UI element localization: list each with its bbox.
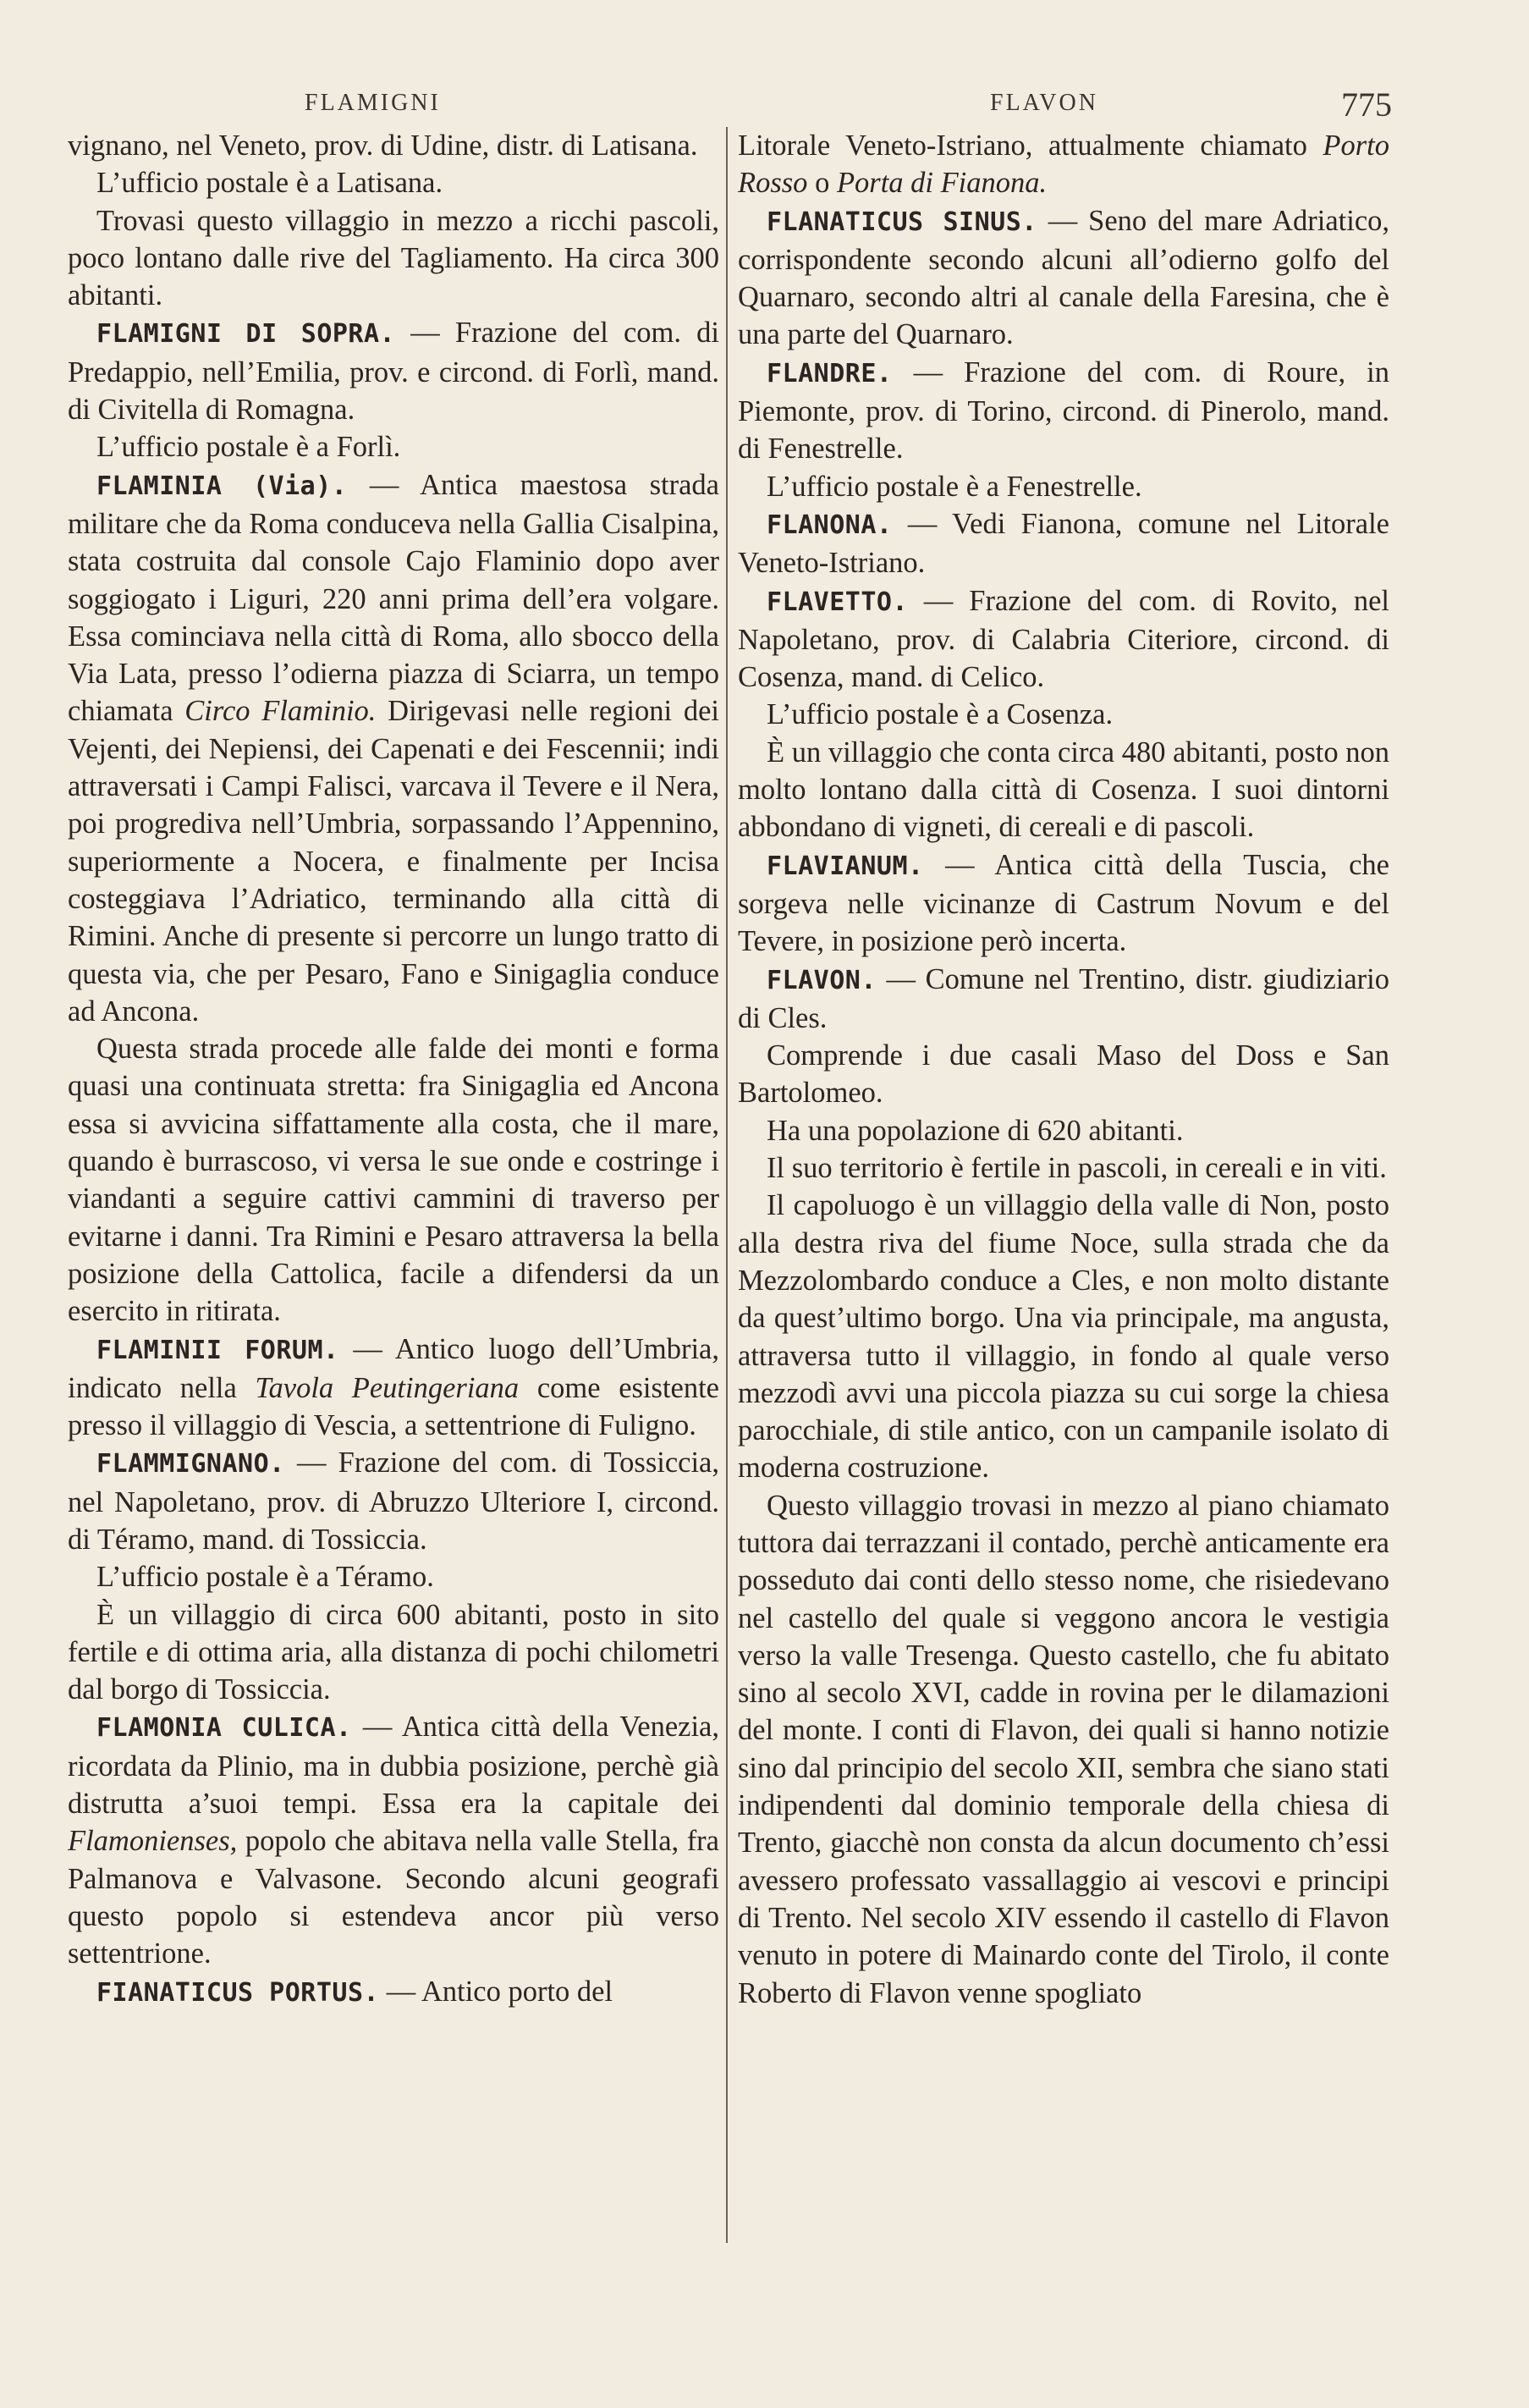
italic-text: Circo Flaminio.	[184, 695, 377, 728]
paragraph	[738, 505, 1389, 582]
body-text: L’ufficio postale è a Forlì.	[96, 431, 401, 464]
entry-headword: FLANDRE.	[767, 358, 893, 388]
entry-headword: FLANATICUS SINUS.	[767, 207, 1037, 237]
paragraph	[738, 1037, 1389, 1112]
page-number: 775	[1341, 85, 1392, 124]
body-text: vignano, nel Veneto, prov. di Udine, distr. di Latisana.	[68, 129, 698, 162]
italic-text: Tavola Peutingeriana	[255, 1371, 520, 1404]
paragraph	[68, 428, 719, 466]
paragraph	[738, 354, 1389, 468]
entry-headword: FLAVIANUM.	[767, 851, 924, 881]
paragraph	[738, 696, 1389, 733]
body-text: È un villaggio che conta circa 480 abitanti, posto non molto lontano dalla città di Cosenza. I suoi dintorni abbondano di vigneti, di cereali e di pascoli.	[738, 736, 1389, 844]
body-text: — Vedi Fianona, comune nel Litorale Veneto-Istriano.	[738, 507, 1389, 580]
entry-headword: FLAMINIA (Via).	[96, 471, 348, 501]
paragraph	[68, 466, 719, 1030]
paragraph	[68, 1973, 719, 2012]
body-text: — Antica maestosa strada militare che da Roma conduceva nella Gallia Cisalpina, stata costruita dal console Cajo Flaminio dopo aver soggiogato i Liguri, 220 anni prima dell’era volgare. Essa cominciava nella città di Roma, allo sbocco della Via Lata, presso l’odierna piazza di Sciarra, un tempo chiamata	[68, 468, 719, 728]
body-text: È un villaggio di circa 600 abitanti, posto in sito fertile e di ottima aria, alla distanza di pochi chilometri dal borgo di Tossiccia.	[68, 1598, 719, 1706]
paragraph	[68, 1596, 719, 1709]
body-text: L’ufficio postale è a Fenestrelle.	[767, 470, 1142, 503]
body-text: popolo che abitava nella valle Stella, fra Palmanova e Valvasone. Secondo alcuni geografi questo popolo si estendeva ancor più verso settentrione.	[68, 1825, 719, 1970]
column-divider	[726, 127, 728, 2243]
paragraph	[738, 1487, 1389, 2012]
entry-headword: FLAMIGNI DI SOPRA.	[96, 319, 396, 350]
body-text: L’ufficio postale è a Téramo.	[96, 1561, 434, 1594]
body-text: o	[807, 167, 837, 200]
italic-text: Porto Rosso	[738, 129, 1389, 200]
paragraph	[738, 127, 1389, 202]
body-text: L’ufficio postale è a Latisana.	[96, 167, 443, 200]
body-text: — Antico luogo dell’Umbria, indicato nella	[68, 1332, 719, 1404]
body-text: — Antica città della Tuscia, che sorgeva nelle vicinanze di Castrum Novum e del Tevere, in posizione però incerta.	[738, 848, 1389, 958]
left-text-column	[68, 127, 719, 2012]
entry-headword: FLAMMIGNANO.	[96, 1449, 285, 1480]
italic-text: Porta di Fianona.	[836, 167, 1048, 200]
paragraph	[68, 1331, 719, 1445]
body-text: Comprende i due casali Maso del Doss e San Bartolomeo.	[738, 1039, 1389, 1110]
entry-headword: FLAVON.	[767, 965, 877, 995]
paragraph	[738, 1149, 1389, 1187]
paragraph	[68, 1030, 719, 1330]
paragraph	[68, 1444, 719, 1558]
body-text: Il suo territorio è fertile in pascoli, in cereali e in viti.	[767, 1152, 1387, 1185]
body-text: Il capoluogo è un villaggio della valle di Non, posto alla destra riva del fiume Noce, sulla strada che da Mezzolombardo conduce a Cles, e non molto distante da quest’ultimo borgo. Una via principale, ma angusta, attraversa tutto il villaggio, in fondo al quale verso mezzodì avvi una piccola piazza su cui sorge la chiesa parocchiale, di stile antico, con un campanile isolato di moderna costruzione.	[738, 1189, 1389, 1485]
entry-headword: FLAMINII FORUM.	[96, 1335, 339, 1365]
paragraph	[68, 164, 719, 201]
entry-headword: FLAVETTO.	[767, 587, 909, 617]
right-running-head: FLAVON	[990, 90, 1098, 116]
body-text: Questo villaggio trovasi in mezzo al piano chiamato tuttora dai terrazzani il contado, perchè anticamente era posseduto dai conti dello stesso nome, che risiedevano nel castello del quale si veggono ancora le vestigia verso la valle Tresenga. Questo castello, che fu abitato sino al secolo XVI, cadde in rovina per le dilamazioni del monte. I conti di Flavon, dei quali si hanno notizie sino dal principio del secolo XII, sembra che siano stati indipendenti dal dominio temporale della chiesa di Trento, giacchè non consta da alcun documento ch’essi avessero professato vassallaggio ai vescovi e principi di Trento. Nel secolo XIV essendo il castello di Flavon venuto in potere di Mainardo conte del Tirolo, il conte Roberto di Flavon venne spogliato	[738, 1489, 1389, 2009]
body-text: — Seno del mare Adriatico, corrispondente secondo alcuni all’odierno golfo del Quarnaro, secondo altri al canale della Faresina, che è una parte del Quarnaro.	[738, 204, 1390, 351]
paragraph	[738, 846, 1389, 961]
paragraph	[68, 314, 719, 428]
paragraph	[68, 202, 719, 315]
entry-headword: FIANATICUS PORTUS.	[96, 1977, 380, 2008]
paragraph	[738, 468, 1389, 505]
body-text: Dirigevasi nelle regioni dei Vejenti, dei Nepiensi, dei Capenati e dei Fescennii; indi attraversati i Campi Falisci, varcava il Tevere e il Nera, poi progrediva nell’Umbria, sorpassando l’Appennino, superiormente a Nocera, e finalmente per Incisa costeggiava l’Adriatico, terminando alla città di Rimini. Anche di presente si percorre un lungo tratto di questa via, che per Pesaro, Fano e Sinigaglia conduce ad Ancona.	[68, 695, 719, 1028]
body-text: — Antico porto del	[379, 1975, 613, 2008]
body-text: — Frazione del com. di Rovito, nel Napoletano, prov. di Calabria Citeriore, circond. di Cosenza, mand. di Celico.	[738, 584, 1389, 694]
paragraph	[738, 1112, 1389, 1149]
body-text: Ha una popolazione di 620 abitanti.	[767, 1114, 1184, 1147]
body-text: Trovasi questo villaggio in mezzo a ricchi pascoli, poco lontano dalle rive del Tagliamento. Ha circa 300 abitanti.	[68, 204, 719, 312]
italic-text: Flamonienses,	[68, 1825, 238, 1858]
paragraph	[738, 202, 1389, 354]
body-text: L’ufficio postale è a Cosenza.	[767, 698, 1114, 731]
body-text: — Frazione del com. di Predappio, nell’Emilia, prov. e circond. di Forlì, mand. di Civitella di Romagna.	[68, 317, 719, 427]
body-text: — Frazione del com. di Roure, in Piemonte, prov. di Torino, circond. di Pinerolo, mand. di Fenestrelle.	[738, 355, 1389, 466]
paragraph	[738, 961, 1389, 1038]
body-text: Litorale Veneto-Istriano, attualmente chiamato	[738, 129, 1323, 162]
body-text: — Frazione del com. di Tossiccia, nel Napoletano, prov. di Abruzzo Ulteriore I, circond. di Téramo, mand. di Tossiccia.	[68, 1446, 719, 1556]
body-text: — Antica città della Venezia, ricordata da Plinio, ma in dubbia posizione, perchè già distrutta a’suoi tempi. Essa era la capitale dei	[68, 1711, 719, 1821]
paragraph	[738, 1187, 1389, 1486]
paragraph	[738, 734, 1389, 846]
paragraph	[68, 127, 719, 164]
paragraph	[68, 1558, 719, 1595]
entry-headword: FLAMONIA CULICA.	[96, 1713, 352, 1744]
paragraph	[68, 1708, 719, 1972]
paragraph	[738, 582, 1389, 697]
body-text: Questa strada procede alle falde dei monti e forma quasi una continuata stretta: fra Sinigaglia ed Ancona essa si avvicina siffattamente alla costa, che il mare, quando è burrascoso, vi versa le sue onde e costringe i viandanti a seguire cattivi cammini di traverso per evitarne i danni. Tra Rimini e Pesaro attraversa la bella posizione della Cattolica, facile a difendersi da un esercito in ritirata.	[68, 1033, 719, 1328]
right-text-column	[738, 127, 1389, 2012]
body-text: come esistente presso il villaggio di Vescia, a settentrione di Fuligno.	[68, 1371, 719, 1442]
body-text: — Comune nel Trentino, distr. giudiziario di Cles.	[738, 962, 1389, 1034]
entry-headword: FLANONA.	[767, 510, 893, 540]
left-running-head: FLAMIGNI	[305, 90, 441, 116]
